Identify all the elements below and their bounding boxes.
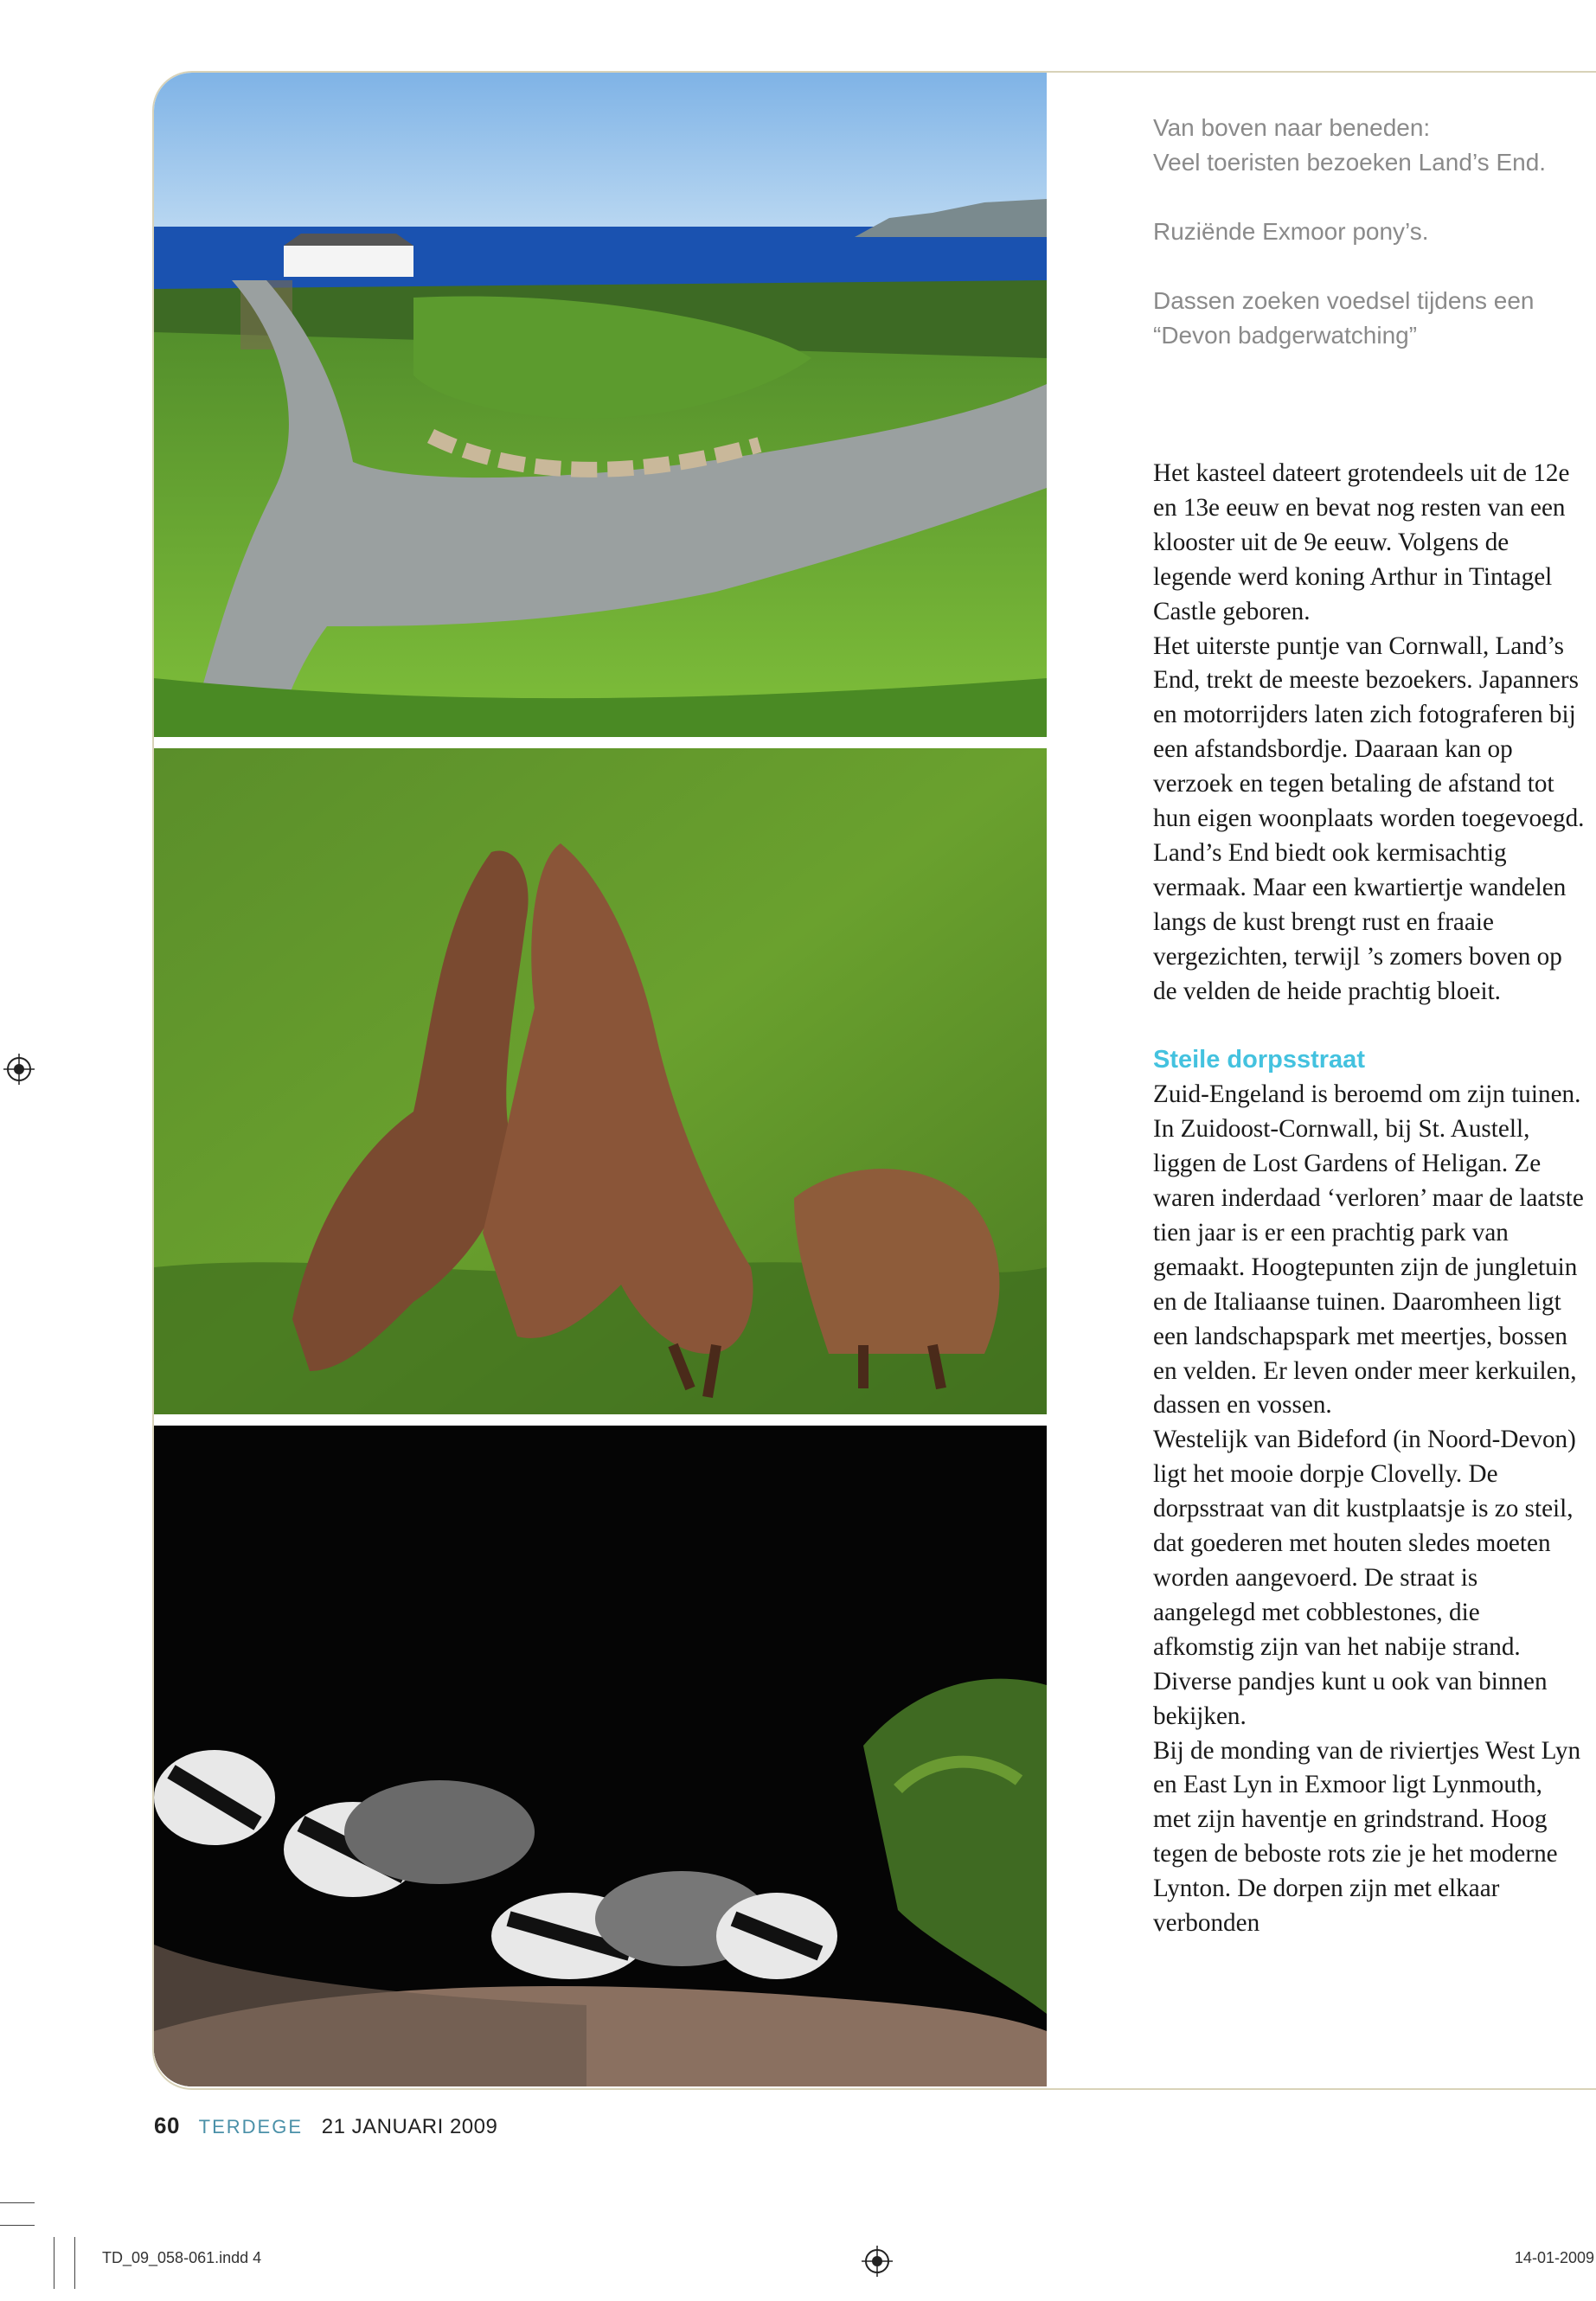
article-body xyxy=(1153,457,1586,1941)
crop-mark xyxy=(74,2237,75,2289)
registration-mark-icon xyxy=(3,1054,35,1085)
paragraph: Het kasteel dateert grotendeels uit de 12e en 13e eeuw en bevat nog resten van een klooster uit de 9e eeuw. Volgens de legende werd koning Arthur in Tintagel Castle geboren. xyxy=(1153,459,1570,625)
paragraph: Zuid-Engeland is beroemd om zijn tuinen. In Zuidoost-Cornwall, bij St. Austell, liggen de Lost Gardens of Heligan. Ze waren inderdaad ‘verloren’ maar de laatste tien jaar is er een prachtig park van gemaakt. Hoogtepunten zijn de jungletuin en de Italiaanse tuinen. Daaromheen ligt een landschapspark met meertjes, bossen en velden. Er leven onder meer kerkuilen, dassen en vossen. xyxy=(1153,1080,1584,1420)
paragraph: Bij de monding van de riviertjes West Lyn en East Lyn in Exmoor ligt Lynmouth, met zijn haventje en grindstrand. Hoog tegen de beboste rots zie je het moderne Lynton. De dorpen zijn met elkaar verbonden xyxy=(1153,1736,1581,1938)
registration-mark-icon xyxy=(862,2246,893,2277)
caption-line: Dassen zoeken voedsel tijdens een xyxy=(1153,287,1535,314)
magazine-name: TERDEGE xyxy=(198,2116,304,2138)
crop-mark xyxy=(0,2202,35,2203)
caption-ponies: Ruziënde Exmoor pony’s. xyxy=(1153,218,1429,245)
section-heading: Steile dorpsstraat xyxy=(1153,1046,1365,1074)
photo-column xyxy=(154,73,1047,2086)
slug-date: 14-01-2009 xyxy=(1514,2249,1594,2266)
crop-mark xyxy=(0,2225,35,2226)
photo-lands-end xyxy=(154,73,1047,737)
page-number: 60 xyxy=(154,2112,180,2138)
paragraph: Westelijk van Bideford (in Noord-Devon) ligt het mooie dorpje Clovelly. De dorpsstraat van dit kustplaatsje is zo steil, dat goederen met houten sledes moeten worden aangevoerd. De straat is aangelegd met cobblestones, die afkomstig zijn van het nabije strand. Diverse pandjes kunt u ook van binnen bekijken. xyxy=(1153,1426,1576,1730)
caption-line: Veel toeristen bezoeken Land’s End. xyxy=(1153,149,1547,176)
photo-badgers xyxy=(154,1426,1047,2086)
photo-exmoor-ponies xyxy=(154,748,1047,1414)
photo-captions xyxy=(1153,111,1560,388)
paragraph: Het uiterste puntje van Cornwall, Land’s End, trekt de meeste bezoekers. Japanners en motorrijders laten zich fotograferen bij een afstandsbordje. Daaraan kan op verzoek en tegen betaling de afstand tot hun eigen woonplaats worden toegevoegd. Land’s End biedt ook kermisachtig vermaak. Maar een kwartiertje wandelen langs de kust brengt rust en fraaie vergezichten, terwijl ’s zomers boven op de velden de heide prachtig bloeit. xyxy=(1153,631,1585,1005)
issue-date: 21 JANUARI 2009 xyxy=(321,2115,498,2138)
slug-filename: TD_09_058-061.indd 4 xyxy=(102,2249,262,2266)
caption-line: “Devon badgerwatching” xyxy=(1153,322,1418,349)
page-folio xyxy=(154,2112,497,2139)
caption-badgers xyxy=(1153,284,1560,353)
caption-intro xyxy=(1153,111,1560,180)
caption-line: Van boven naar beneden: xyxy=(1153,114,1431,141)
